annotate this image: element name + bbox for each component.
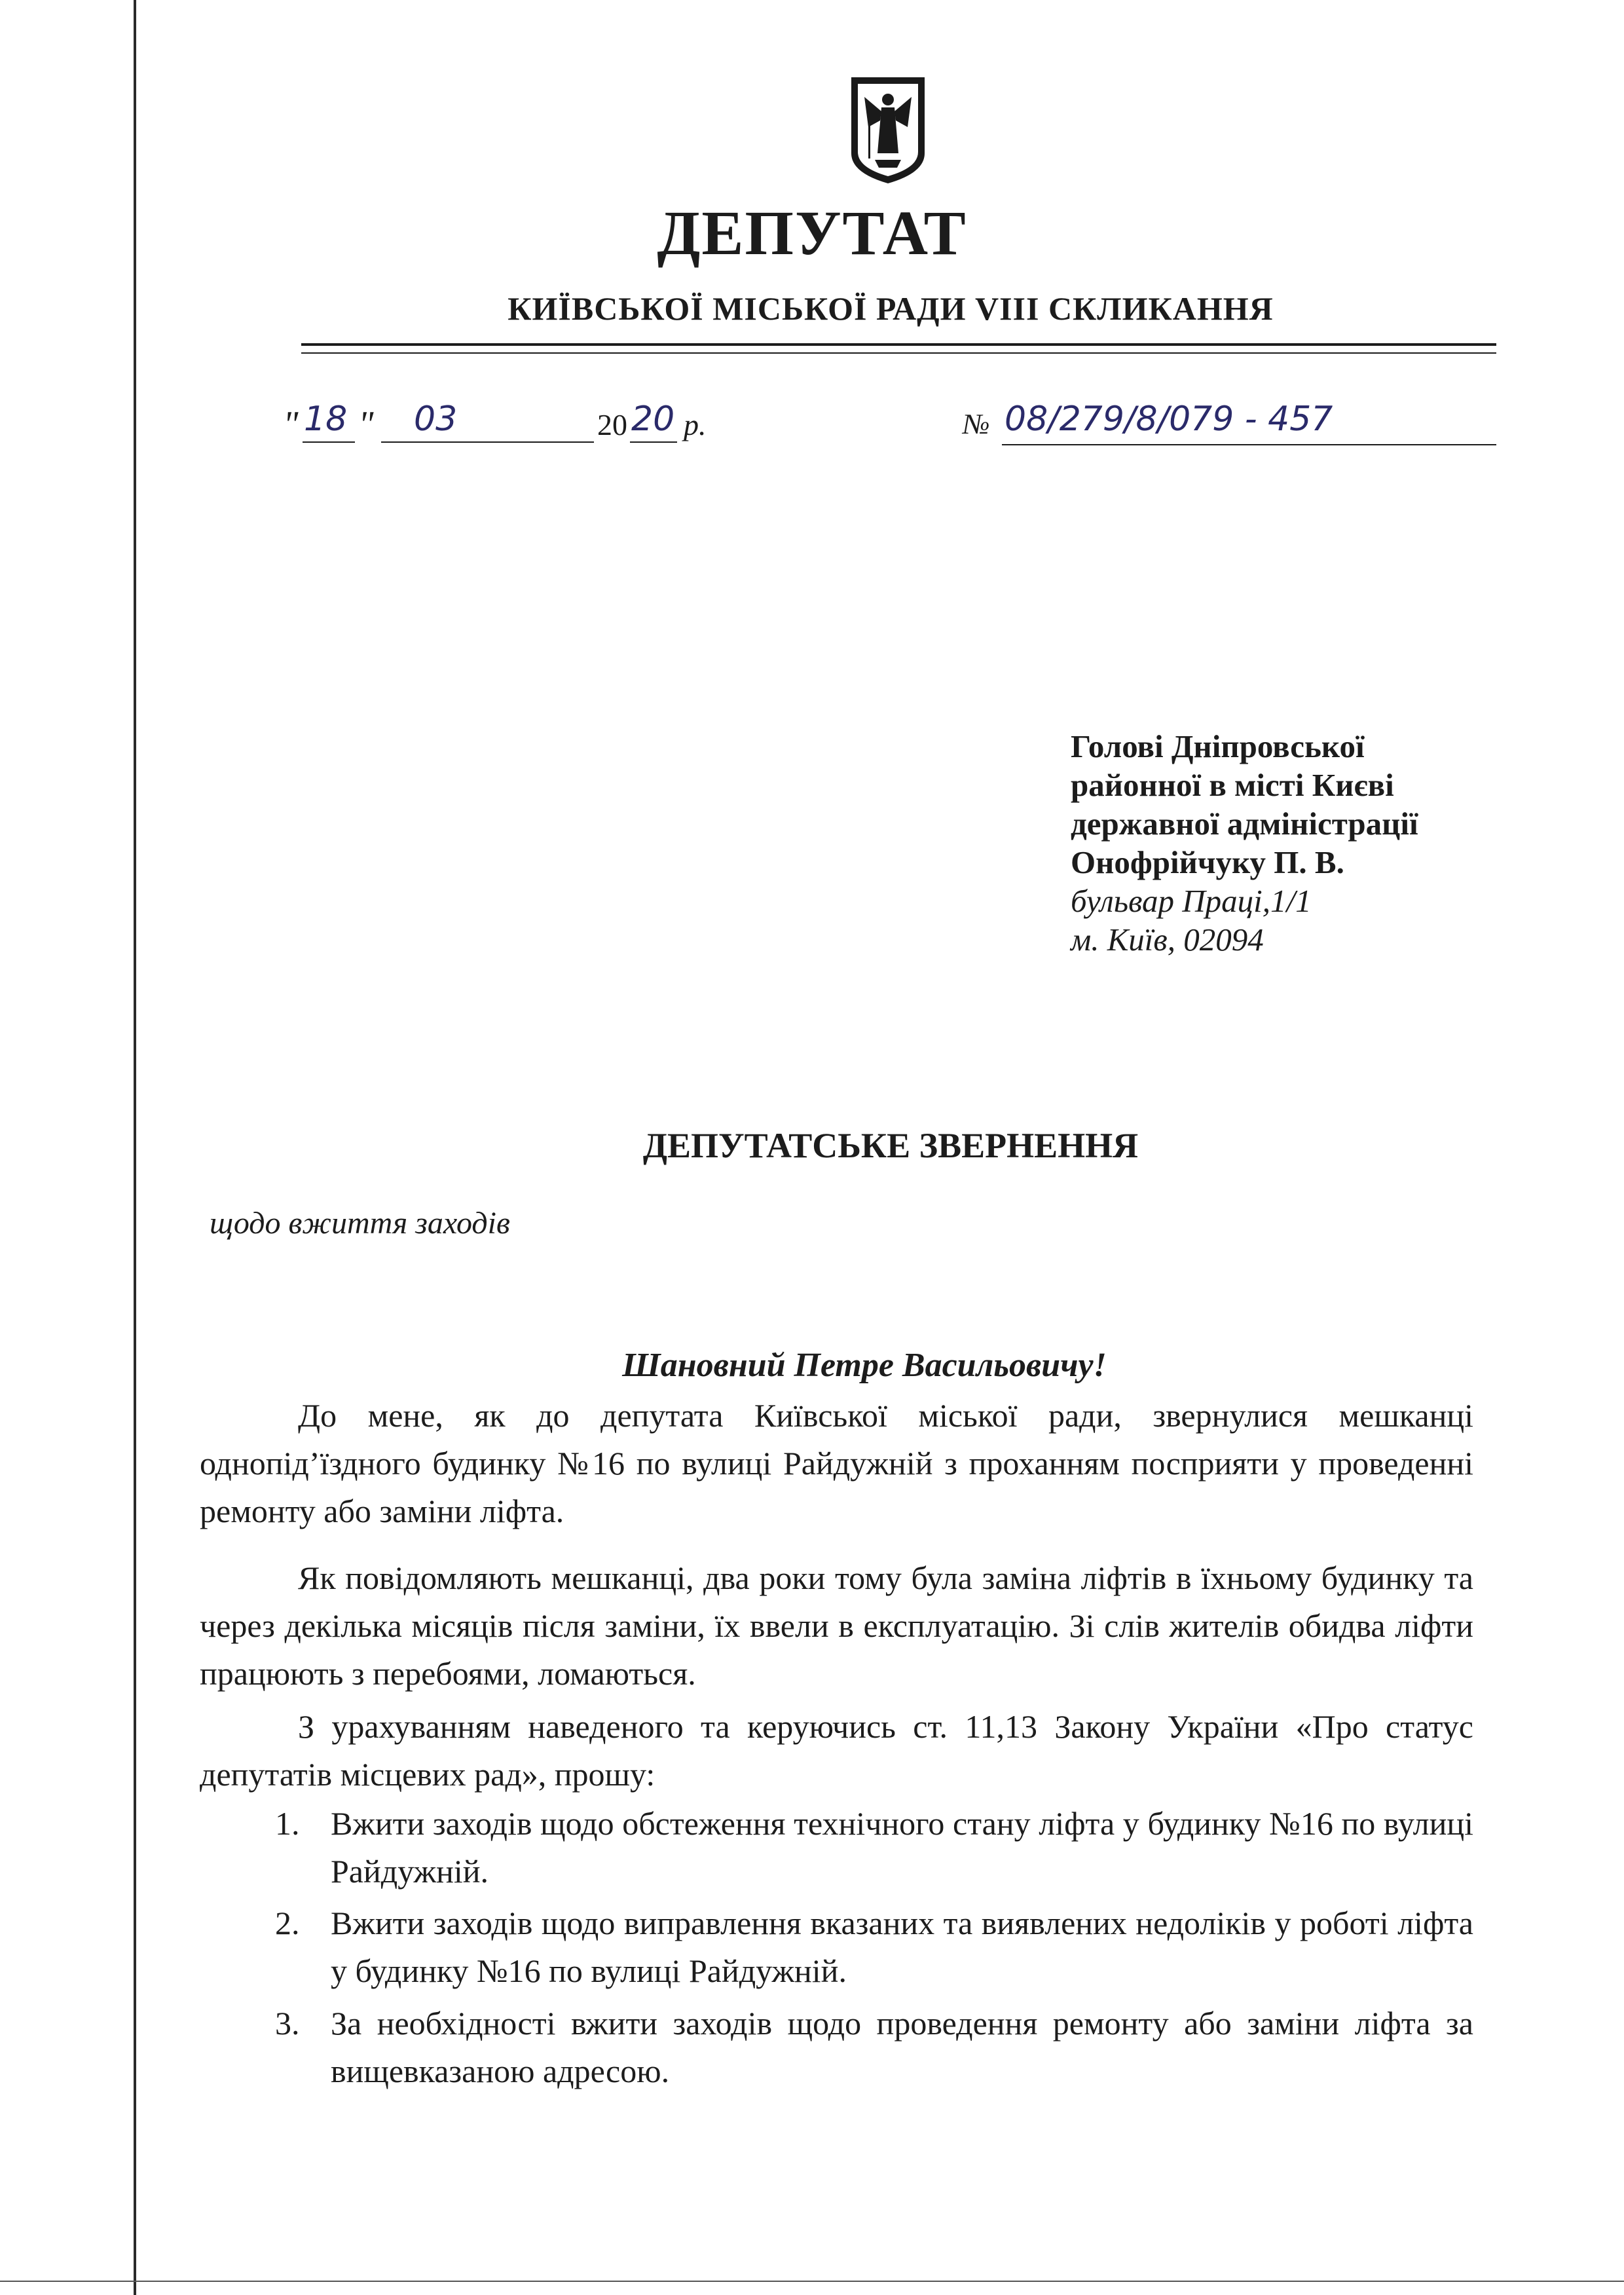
addressee-name: Онофрійчуку П. В. xyxy=(1071,844,1344,880)
date-year-prefix: 20 xyxy=(597,408,627,441)
date-year-suffix: 20 xyxy=(631,400,675,439)
addressee-line-2: районної в місті Києві xyxy=(1071,767,1394,803)
request-number: 3. xyxy=(275,2005,300,2042)
request-item-2 xyxy=(275,1899,1473,1995)
addressee-street: бульвар Праці,1/1 xyxy=(1071,883,1312,919)
date-close-quote: " xyxy=(358,404,374,445)
date-month-underline xyxy=(381,441,594,443)
addressee-block xyxy=(1071,727,1418,959)
registration-number: 08/279/8/079 - 457 xyxy=(1005,400,1333,439)
body-paragraph-1: До мене, як до депутата Київської міської ради, звернулися мешканці однопід’їздного будинку №16 по вулиці Райдужній з проханням посприяти у проведенні ремонту або заміни ліфта. xyxy=(200,1397,1473,1529)
body-paragraph-2: Як повідомляють мешканці, два роки тому була заміна ліфтів в їхньому будинку та через декілька місяців після заміни, їх ввели в експлуатацію. Зі слів жителів обидва ліфти працюють з перебоями, ломаються. xyxy=(200,1559,1473,1692)
addressee-line-3: державної адміністрації xyxy=(1071,806,1418,842)
date-field xyxy=(283,400,754,452)
date-year-underline xyxy=(630,441,677,443)
registration-underline xyxy=(1002,444,1496,445)
registration-label: № xyxy=(963,408,990,440)
request-number: 2. xyxy=(275,1905,300,1941)
document-subject: щодо вжиття заходів xyxy=(210,1206,510,1241)
request-text: Вжити заходів щодо виправлення вказаних та виявлених недоліків у роботі ліфта у будинку №16 по вулиці Райдужній. xyxy=(331,1905,1473,1989)
body-paragraph-3: З урахуванням наведеного та керуючись ст. 11,13 Закону України «Про статус депутатів місцевих рад», прошу: xyxy=(200,1708,1473,1793)
date-month: 03 xyxy=(414,400,458,439)
request-item-1 xyxy=(275,1800,1473,1895)
request-item-3 xyxy=(275,2000,1473,2095)
registration-field xyxy=(963,400,1500,452)
header-subtitle: КИЇВСЬКОЇ МІСЬКОЇ РАДИ VIII СКЛИКАННЯ xyxy=(507,290,1274,327)
header-title: ДЕПУТАТ xyxy=(657,198,967,268)
kyiv-coat-of-arms-icon xyxy=(849,75,927,186)
greeting: Шановний Петре Васильовичу! xyxy=(622,1347,1107,1384)
document-title: ДЕПУТАТСЬКЕ ЗВЕРНЕННЯ xyxy=(642,1126,1139,1165)
header-rule-thick xyxy=(301,343,1496,346)
date-day: 18 xyxy=(304,400,348,439)
date-day-underline xyxy=(303,441,355,443)
bottom-scan-line xyxy=(0,2281,1624,2282)
date-open-quote: " xyxy=(283,404,299,445)
addressee-line-1: Голові Дніпровської xyxy=(1071,728,1365,764)
request-number: 1. xyxy=(275,1805,300,1842)
header-rule-thin xyxy=(301,352,1496,354)
date-year-mark: р. xyxy=(684,408,707,441)
request-text: Вжити заходів щодо обстеження технічного стану ліфта у будинку №16 по вулиці Райдужній. xyxy=(331,1805,1473,1890)
addressee-city: м. Київ, 02094 xyxy=(1071,922,1264,958)
request-text: За необхідності вжити заходів щодо проведення ремонту або заміни ліфта за вищевказаною адресою. xyxy=(331,2005,1473,2089)
